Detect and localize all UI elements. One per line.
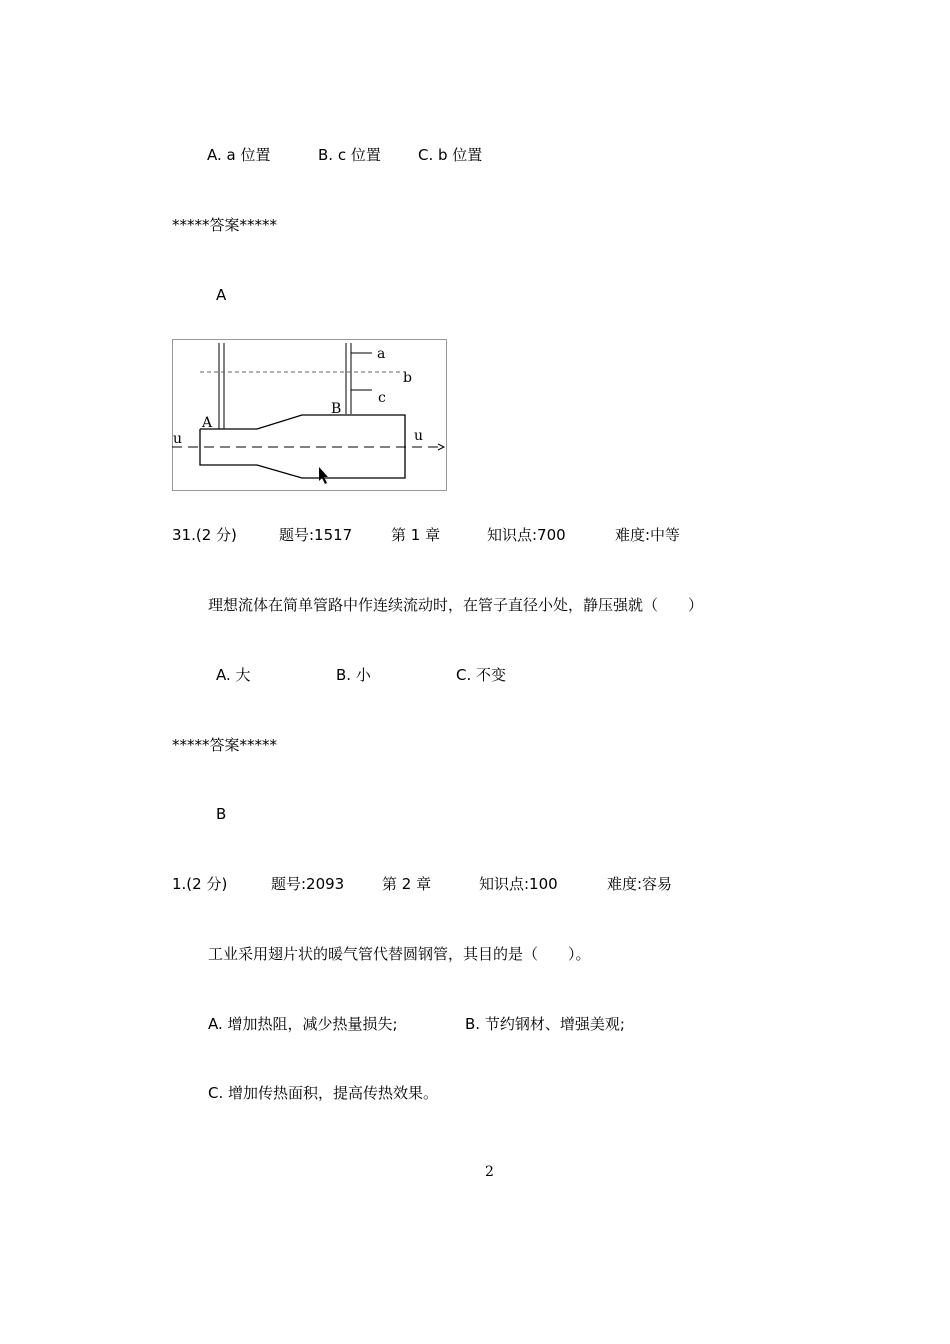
label-u-left: u [173,431,183,447]
q31-chapter: 第 1 章 [391,526,441,544]
q31-answer-header: *****答案***** [172,736,278,754]
q1-option-c: C. 增加传热面积，提高传热效果。 [208,1084,439,1102]
label-point-A: A [202,415,213,431]
q31-stem: 理想流体在简单管路中作连续流动时，在管子直径小处，静压强就（ ） [208,596,704,614]
q31-knowledge: 知识点:700 [487,526,566,544]
q1-option-b: B. 节约钢材、增强美观; [465,1015,625,1033]
q31-id: 题号:1517 [279,526,353,544]
page-number: 2 [485,1164,494,1180]
q31-option-a: A. 大 [216,666,251,684]
label-c: c [378,390,386,406]
q31-option-c: C. 不变 [456,666,507,684]
q1-chapter: 第 2 章 [382,875,432,893]
prev-answer-header: *****答案***** [172,216,278,234]
label-u-right: u [414,428,424,444]
prev-answer: A [216,286,227,304]
label-b: b [403,370,412,386]
q31-number: 31.(2 分) [172,526,237,544]
prev-option-a: A. a 位置 [207,146,271,164]
q31-answer: B [216,805,227,823]
q1-difficulty: 难度:容易 [607,875,673,893]
pipe-diagram [172,339,447,491]
prev-option-c: C. b 位置 [418,146,483,164]
q1-number: 1.(2 分) [172,875,228,893]
q31-option-b: B. 小 [336,666,371,684]
q1-id: 题号:2093 [271,875,345,893]
q1-knowledge: 知识点:100 [479,875,558,893]
q1-stem: 工业采用翅片状的暖气管代替圆钢管，其目的是（ ）。 [208,945,591,963]
label-point-B: B [331,401,342,417]
q1-option-a: A. 增加热阻，减少热量损失; [208,1015,398,1033]
prev-option-b: B. c 位置 [318,146,381,164]
q31-difficulty: 难度:中等 [615,526,681,544]
label-a: a [377,346,386,362]
